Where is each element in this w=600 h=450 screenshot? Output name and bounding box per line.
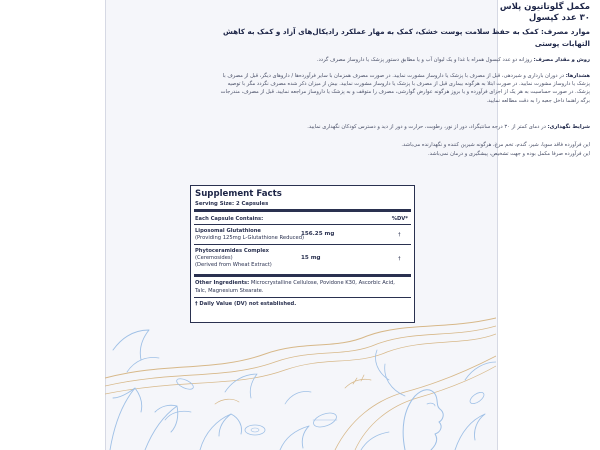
storage-text: در دمای کمتر از ۳۰ درجه سانتیگراد، دور از نور، رطوبت، حرارت و دور از دید و دسترس کودکان نگهداری نمایید.: [307, 124, 548, 130]
supplement-facts-panel: [190, 185, 415, 323]
ingredient-note: (Providing 125mg L-Glutathione Reduced): [195, 235, 305, 241]
warnings-section: [218, 72, 590, 105]
uses-section: [220, 26, 590, 50]
serving-size: Serving Size: 2 Capsules: [195, 201, 269, 207]
dosage-section: [220, 56, 590, 64]
other-ingredients-text: Microcrystalline Cellulose, Povidone K30, Ascorbic Acid, Talc, Magnesium Stearate.: [195, 280, 395, 294]
storage-label: شرایط نگهداری:: [547, 124, 590, 130]
contains-header: Each Capsule Contains:: [195, 216, 264, 222]
warnings-label: هشدارها:: [565, 73, 590, 79]
ingredient-amount: 15 mg: [301, 255, 321, 261]
dv-footnote: † Daily Value (DV) not established.: [195, 301, 297, 307]
ingredient-name: Liposomal Glutathione: [195, 228, 261, 234]
dv-header: %DV*: [391, 216, 408, 222]
supplement-facts-title: Supplement Facts: [195, 189, 282, 199]
divider: [194, 224, 411, 225]
capsule-count: ۳۰ عدد کپسول: [528, 13, 590, 23]
thick-divider: [194, 209, 411, 212]
dosage-label: روش و مقدار مصرف:: [533, 57, 590, 63]
storage-section: [220, 123, 590, 131]
ingredient-dv: †: [398, 232, 401, 238]
other-ingredients-label: Other Ingredients:: [195, 280, 250, 286]
ingredient-dv: †: [398, 256, 401, 262]
thick-divider: [194, 274, 411, 277]
ingredient-amount: 156.25 mg: [301, 231, 335, 237]
divider: [194, 297, 411, 298]
ingredient-source: (Derived from Wheat Extract): [195, 262, 272, 268]
uses-text: کمک به حفظ سلامت پوست خشک، کمک به مهار عملکرد رادیکال‌های آزاد و کمک به کاهش التهابات پوستی: [222, 27, 590, 48]
allergen-free-note: این فرآورده فاقد سویا، شیر، گندم، تخم مرغ، هرگونه شیرین کننده و نگهدارنده می‌باشد.: [401, 142, 590, 148]
other-ingredients: [195, 280, 407, 295]
uses-label: موارد مصرف:: [541, 27, 590, 36]
dosage-text: روزانه دو عدد کپسول همراه با غذا و یک لیوان آب و یا مطابق دستور پزشک یا داروساز مصرف گردد.: [316, 57, 534, 63]
ingredient-note: (Ceremosides): [195, 255, 233, 261]
product-name: مکمل گلوتاتیون پلاس: [499, 2, 590, 12]
warnings-text: در دوران بارداری و شیردهی، قبل از مصرف با پزشک یا داروساز مشورت نمایید. در صورت مصرف همزمان با سایر فرآورده‌ها / داروهای دیگر، قبل از مصرف با پزشک یا داروساز مشورت نمایید. در صورت ابتلا به هرگونه بیماری قبل از مصرف با پزشک یا داروساز مشورت نمایید. بیش از میزان ذکر شده مصرف نگردد مگر با توصیه پزشک. در صورت حساسیت به هر یک از اجزای فرآورده و یا بروز هرگونه عوارض گوارشی، مصرف را متوقف و به پزشک یا داروساز مراجعه نمایید. قبل از مصرف، مندرجات برگه راهنما داخل جعبه را به دقت مطالعه نمایید.: [220, 73, 590, 104]
divider: [194, 244, 411, 245]
supplement-disclaimer: این فرآورده صرفا مکمل بوده و جهت تشخیص، پیشگیری و درمان نمی‌باشد.: [427, 151, 590, 157]
ingredient-name: Phytoceramides Complex: [195, 248, 270, 254]
